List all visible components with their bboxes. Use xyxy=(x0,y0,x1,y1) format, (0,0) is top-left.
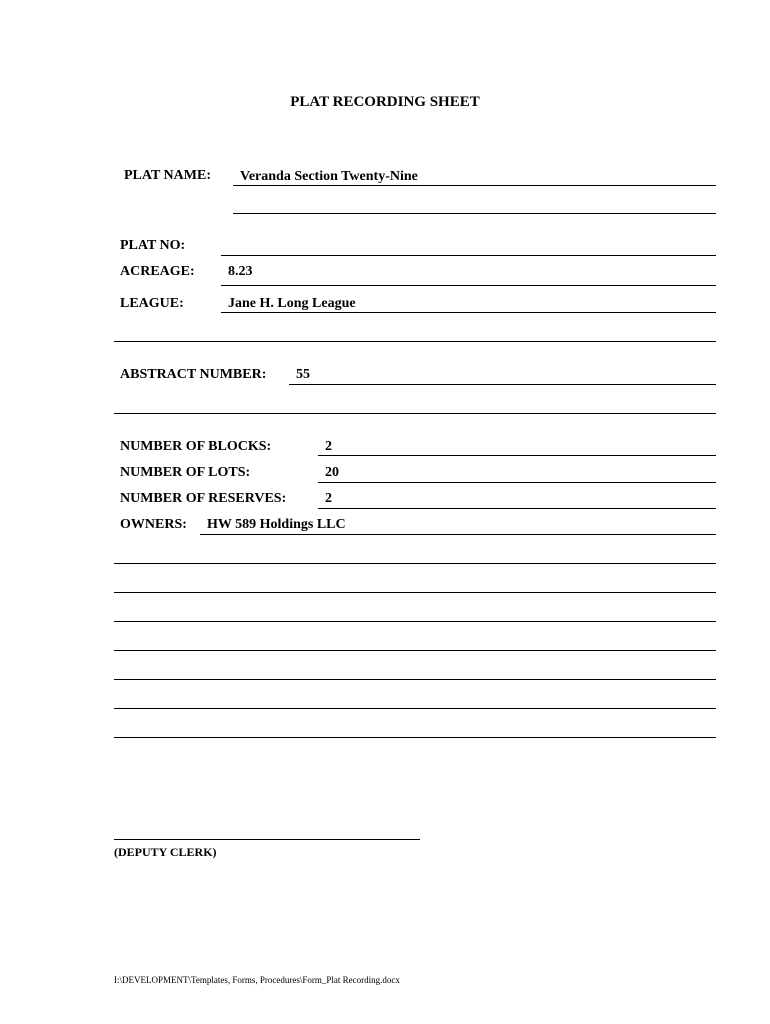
acreage-underline xyxy=(221,285,716,286)
plat-name-underline xyxy=(233,185,716,186)
signature-line xyxy=(114,839,420,840)
document-title: PLAT RECORDING SHEET xyxy=(290,94,480,110)
league-underline xyxy=(221,312,716,313)
owners-blank-line xyxy=(114,737,716,738)
deputy-clerk-label: (DEPUTY CLERK) xyxy=(114,845,217,859)
plat-name-underline-2 xyxy=(233,213,716,214)
league-label: LEAGUE: xyxy=(120,296,184,311)
owners-blank-line xyxy=(114,563,716,564)
section-divider xyxy=(114,413,716,414)
number-of-lots-value: 20 xyxy=(325,465,339,480)
acreage-label: ACREAGE: xyxy=(120,264,195,279)
owners-blank-line xyxy=(114,592,716,593)
owners-underline xyxy=(200,534,716,535)
owners-blank-line xyxy=(114,621,716,622)
section-divider xyxy=(114,341,716,342)
number-of-lots-underline xyxy=(318,482,716,483)
footer-file-path: I:\DEVELOPMENT\Templates, Forms, Procedures\Form_Plat Recording.docx xyxy=(114,975,400,985)
plat-no-label: PLAT NO: xyxy=(120,238,186,253)
abstract-number-underline xyxy=(289,384,716,385)
owners-blank-line xyxy=(114,650,716,651)
number-of-blocks-value: 2 xyxy=(325,439,332,454)
acreage-value: 8.23 xyxy=(228,264,253,279)
owners-value: HW 589 Holdings LLC xyxy=(207,517,346,532)
abstract-number-value: 55 xyxy=(296,367,310,382)
league-value: Jane H. Long League xyxy=(228,296,356,311)
owners-label: OWNERS: xyxy=(120,517,187,532)
owners-blank-line xyxy=(114,708,716,709)
number-of-reserves-label: NUMBER OF RESERVES: xyxy=(120,491,287,506)
plat-name-label: PLAT NAME: xyxy=(124,168,211,183)
number-of-blocks-label: NUMBER OF BLOCKS: xyxy=(120,439,272,454)
owners-blank-line xyxy=(114,679,716,680)
plat-no-underline xyxy=(221,255,716,256)
number-of-reserves-underline xyxy=(318,508,716,509)
number-of-reserves-value: 2 xyxy=(325,491,332,506)
plat-name-value: Veranda Section Twenty-Nine xyxy=(240,169,418,184)
number-of-lots-label: NUMBER OF LOTS: xyxy=(120,465,251,480)
abstract-number-label: ABSTRACT NUMBER: xyxy=(120,367,267,382)
number-of-blocks-underline xyxy=(318,455,716,456)
